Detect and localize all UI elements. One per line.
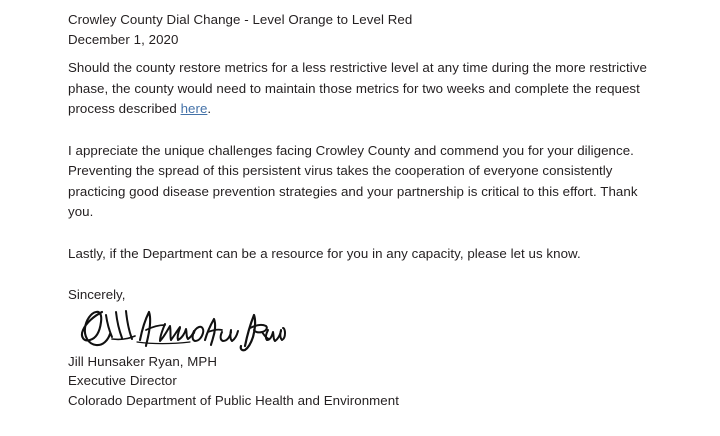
letter-date: December 1, 2020 [68, 32, 179, 47]
spacer [68, 120, 665, 141]
paragraph-appreciation: I appreciate the unique challenges facing Crowley County and commend you for your diligence. Preventing the spread of this persistent virus takes the cooperation of everyone consistently practicing good disease prevention strategies and your partnership is critical to this effort. Thank you. [68, 142, 638, 219]
paragraph-restore-metrics [68, 58, 665, 120]
signer-name: Jill Hunsaker Ryan, MPH [68, 353, 218, 369]
paragraph-text-before-link: Should the county restore metrics for a less restrictive level at any time during the more restrictive phase, the county would need to maintain those metrics for two weeks and complete the request process described [68, 60, 647, 116]
letter-subject: Crowley County Dial Change - Level Orange to Level Red [68, 12, 413, 27]
paragraph-resource-offer: Lastly, if the Department can be a resource for you in any capacity, please let us know. [68, 245, 581, 261]
spacer [68, 50, 665, 58]
signer-organization: Colorado Department of Public Health and Environment [68, 392, 399, 408]
request-process-link[interactable]: here [180, 101, 208, 116]
letter-closing: Sincerely, [68, 287, 126, 302]
signature-icon [72, 306, 287, 352]
spacer [68, 223, 665, 244]
spacer [68, 264, 665, 285]
signer-title: Executive Director [68, 373, 177, 388]
paragraph-text-after-link: . [207, 101, 212, 116]
signature-block [68, 352, 665, 411]
handwritten-signature [68, 306, 665, 352]
letter-header [68, 10, 665, 50]
